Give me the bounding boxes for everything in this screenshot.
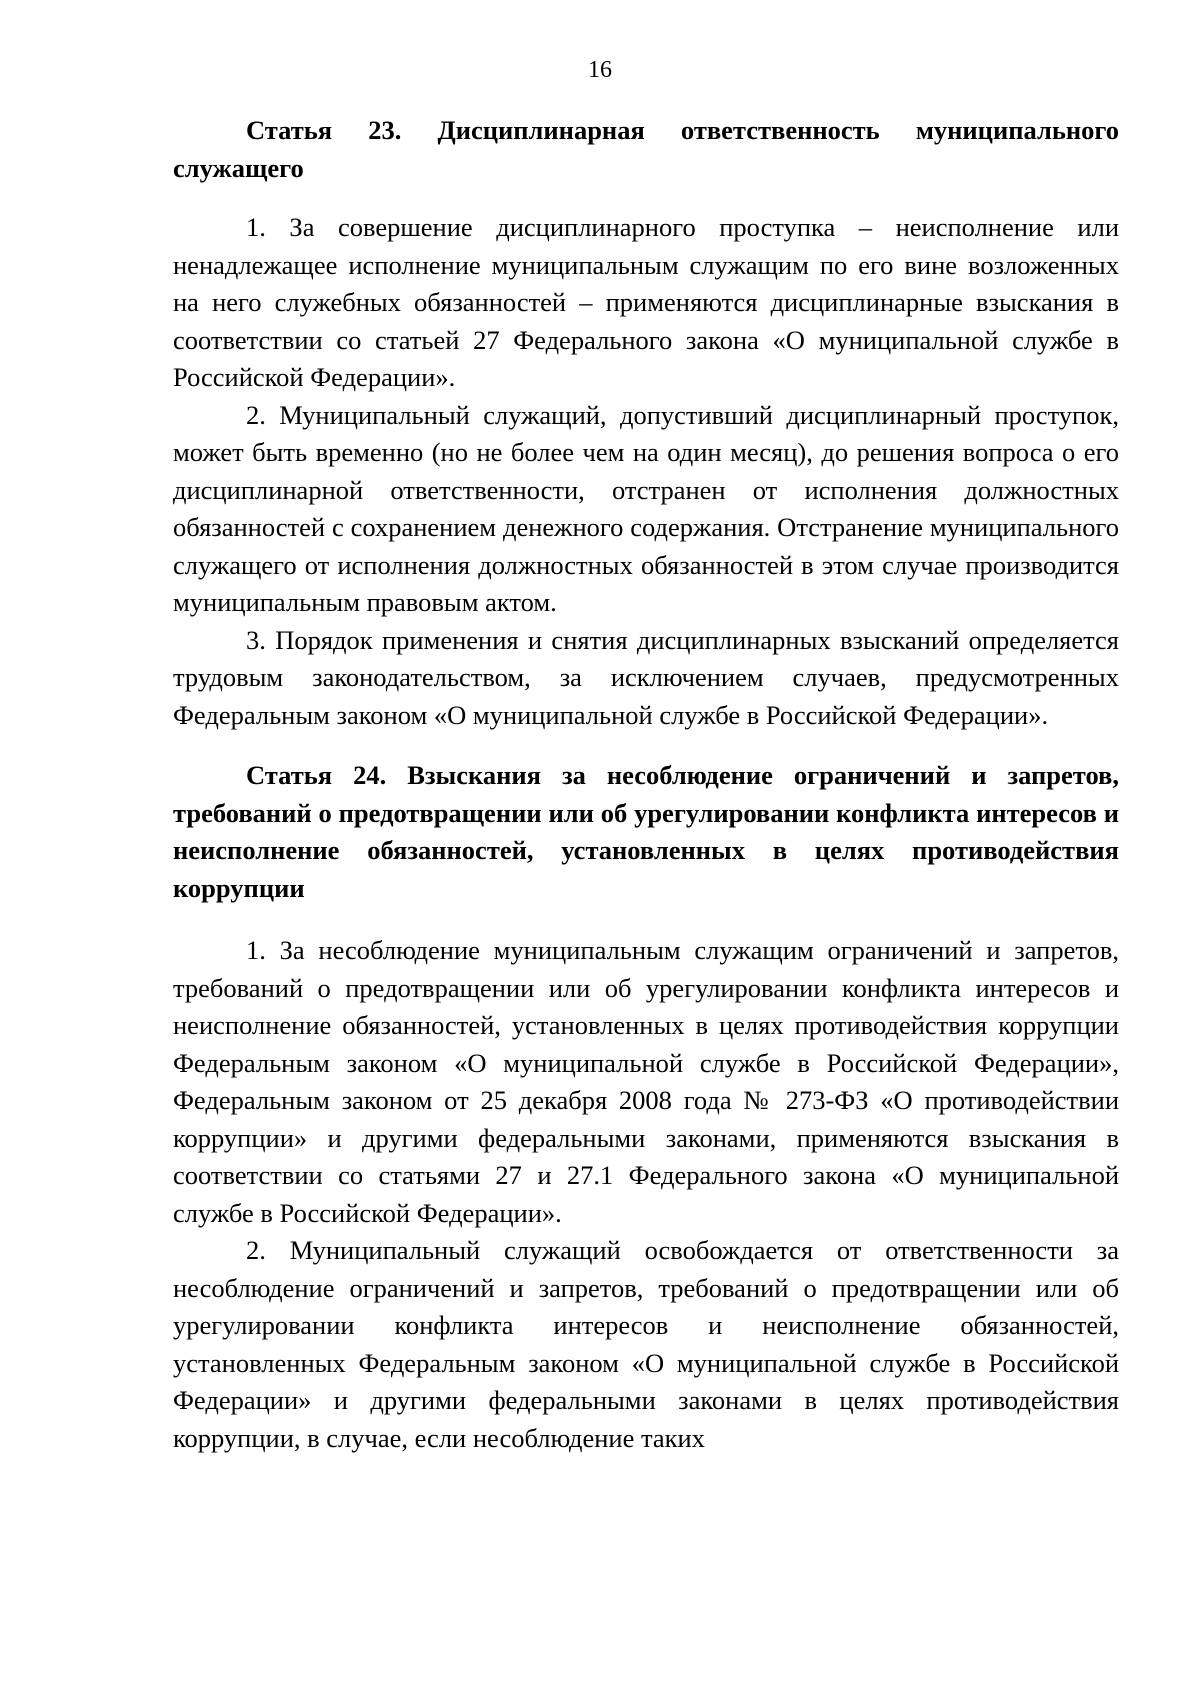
article-24-paragraph-2: 2. Муниципальный служащий освобождается от ответственности за несоблюдение ограничений и запретов, требований о предотвращении или об урегулировании конфликта интересов и неисполнение обязанностей, установленных Федеральным законом «О муниципальной службе в Российской Федерации» и другими федеральными законами в целях противодействия коррупции, в случае, если несоблюдение таких: [173, 1235, 1119, 1453]
article-23-heading: Статья 23. Дисциплинарная ответственность муниципального служащего: [173, 115, 1119, 183]
article-24-heading: Статья 24. Взыскания за несоблюдение ограничений и запретов, требований о предотвращении или об урегулировании конфликта интересов и неисполнение обязанностей, установленных в целях противодействия коррупции: [173, 760, 1119, 903]
article-23-paragraph-3: 3. Порядок применения и снятия дисциплинарных взысканий определяется трудовым законодательством, за исключением случаев, предусмотренных Федеральным законом «О муниципальной службе в Российской Федерации».: [173, 624, 1119, 730]
article-23-paragraph-1: 1. За совершение дисциплинарного проступка – неисполнение или ненадлежащее исполнение муниципальным служащим по его вине возложенных на него служебных обязанностей – применяются дисциплинарные взыскания в соответствии со статьей 27 Федерального закона «О муниципальной службе в Российской Федерации».: [173, 212, 1119, 392]
page-number: 16: [588, 57, 612, 83]
article-23-paragraph-2: 2. Муниципальный служащий, допустивший дисциплинарный проступок, может быть временно (но не более чем на один месяц), до решения вопроса о его дисциплинарной ответственности, отстранен от исполнения должностных обязанностей с сохранением денежного содержания. Отстранение муниципального служащего от исполнения должностных обязанностей в этом случае производится муниципальным правовым актом.: [173, 399, 1119, 617]
article-24-paragraph-1: 1. За несоблюдение муниципальным служащим ограничений и запретов, требований о предотвращении или об урегулировании конфликта интересов и неисполнение обязанностей, установленных в целях противодействия коррупции Федеральным законом «О муниципальной службе в Российской Федерации», Федеральным законом от 25 декабря 2008 года № 273-ФЗ «О противодействии коррупции» и другими федеральными законами, применяются взыскания в соответствии со статьями 27 и 27.1 Федерального закона «О муниципальной службе в Российской Федерации».: [173, 935, 1119, 1228]
document-body: [173, 112, 1119, 1457]
